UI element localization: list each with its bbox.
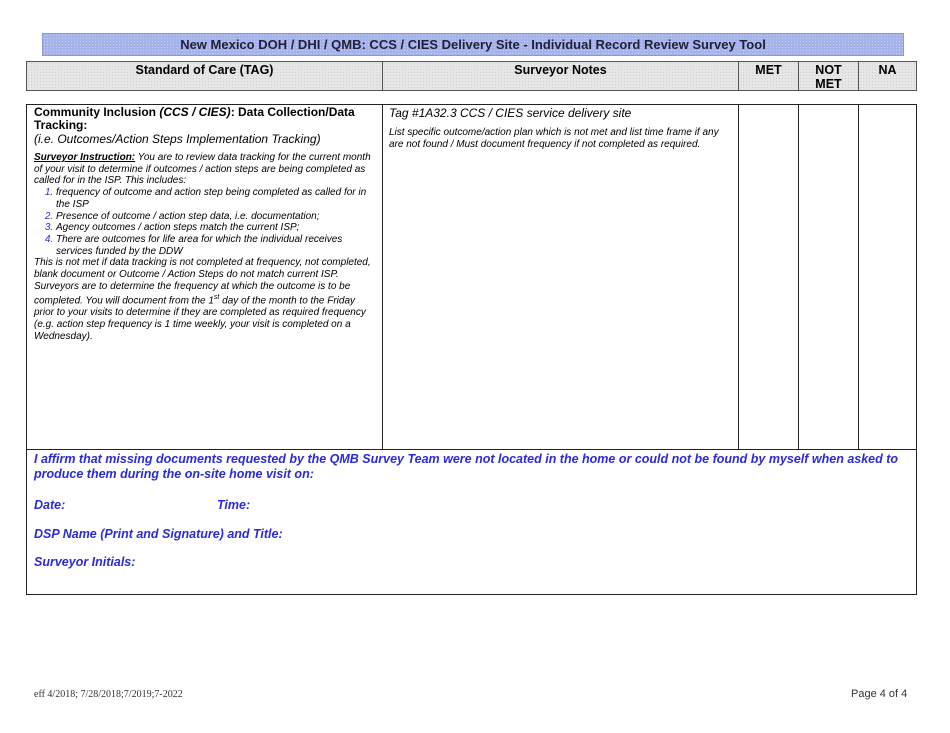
surveyor-notes-cell — [389, 106, 733, 151]
list-item: 4. There are outcomes for life area for which the individual receives services funded by the DDW — [56, 234, 376, 257]
surveyor-instruction: Surveyor Instruction: You are to review data tracking for the current month of your visit to determine if outcomes / action steps are being completed as called for in the ISP. This includes: — [34, 152, 371, 187]
column-divider — [798, 104, 799, 449]
dsp-name-label: DSP Name (Print and Signature) and Title: — [34, 527, 283, 541]
time-label: Time: — [217, 498, 251, 512]
standard-of-care-cell — [34, 106, 376, 343]
not-met-criteria: This is not met if data tracking is not completed at frequency, not completed, blank document or Outcome / Action Steps do not match current ISP. Surveyors are to determine the frequency at which the outcome is to be completed. You will document from the 1st day of the month to the Friday prior to your visits to determine if they are completed as required frequency (e.g. action step frequency is 1 time weekly, your visit is completed on a Wednesday). — [34, 257, 371, 342]
header-not-met — [798, 61, 859, 91]
column-divider — [382, 104, 383, 449]
row-divider — [26, 449, 917, 450]
header-surveyor-notes: Surveyor Notes — [382, 61, 739, 91]
page-title: New Mexico DOH / DHI / QMB: CCS / CIES Delivery Site - Individual Record Review Survey Tool — [42, 33, 904, 56]
surveyor-initials-label: Surveyor Initials: — [34, 555, 136, 569]
header-standard-of-care: Standard of Care (TAG) — [26, 61, 383, 91]
footer-page-number: Page 4 of 4 — [851, 688, 908, 700]
standard-heading: Community Inclusion (CCS / CIES): Data Collection/Data Tracking: — [34, 105, 355, 132]
tag-number: Tag #1A32.3 CCS / CIES service delivery site — [389, 106, 632, 120]
header-na: NA — [858, 61, 917, 91]
list-item: 2. Presence of outcome / action step data, i.e. documentation; — [56, 211, 376, 223]
column-divider — [858, 104, 859, 449]
header-not-met-line1: NOT — [815, 63, 842, 77]
instruction-list — [34, 187, 376, 257]
footer-effective-dates: eff 4/2018; 7/28/2018;7/2019;7-2022 — [34, 689, 183, 700]
header-met: MET — [738, 61, 799, 91]
instruction-label: Surveyor Instruction: — [34, 152, 136, 163]
list-item: 3. Agency outcomes / action steps match the current ISP; — [56, 222, 376, 234]
column-divider — [738, 104, 739, 449]
header-not-met-line2: MET — [815, 77, 842, 91]
date-label: Date: — [34, 498, 66, 512]
standard-subheading: (i.e. Outcomes/Action Steps Implementation Tracking) — [34, 132, 321, 146]
list-item: 1. frequency of outcome and action step being completed as called for in the ISP — [56, 187, 376, 210]
notes-instruction: List specific outcome/action plan which is not met and list time frame if any are not found / Must document frequency if not completed as required. — [389, 127, 719, 150]
affirmation-statement: I affirm that missing documents requested by the QMB Survey Team were not located in the home or could not be found by myself when asked to produce them during the on-site home visit on: — [34, 452, 899, 481]
